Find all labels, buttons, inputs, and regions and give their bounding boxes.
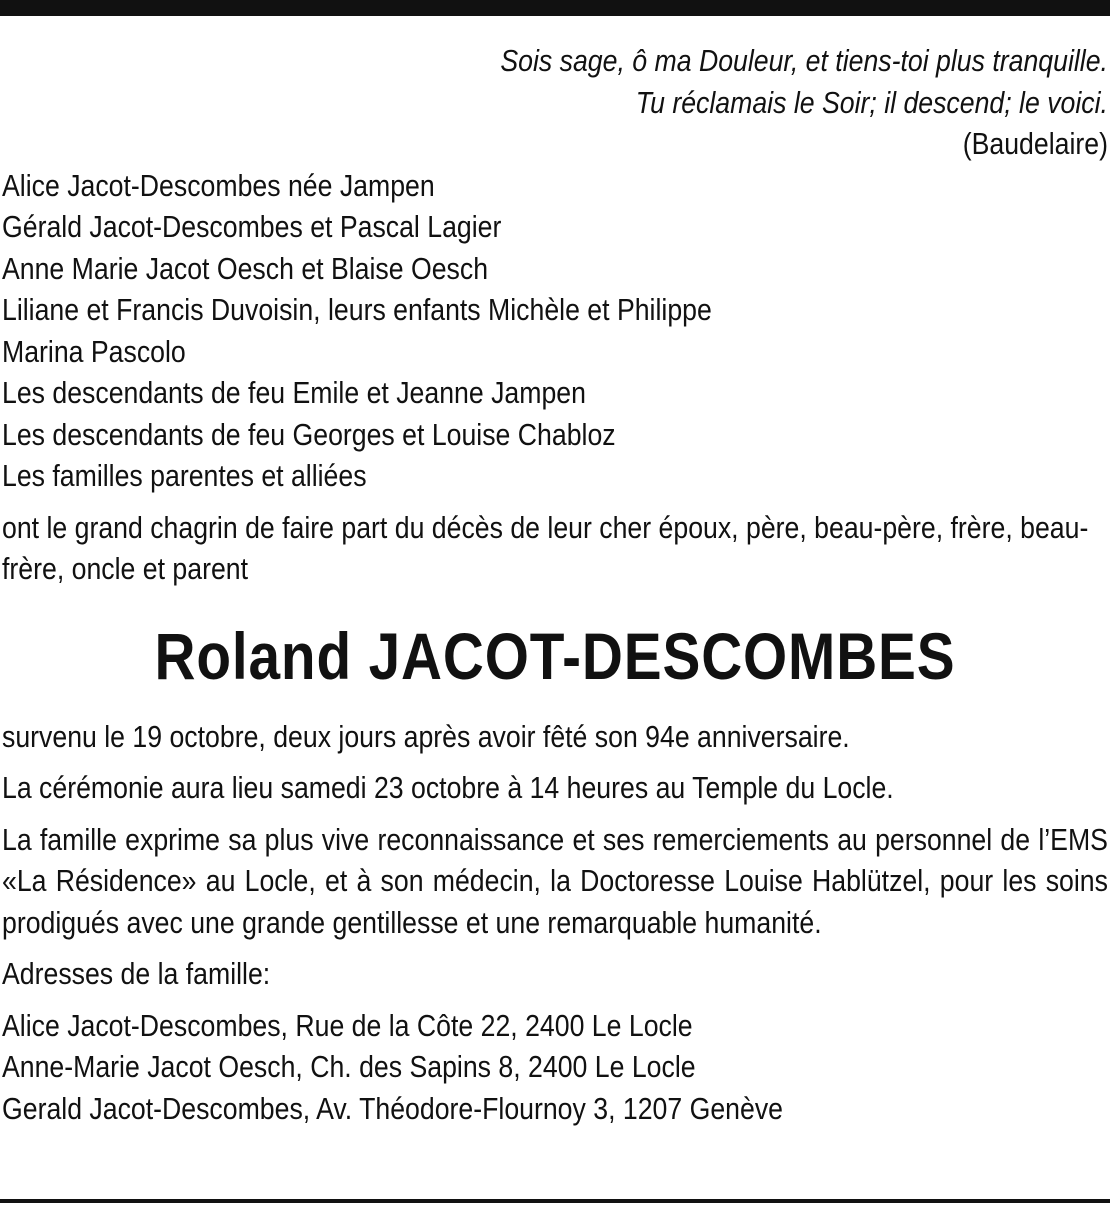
addresses-list [2,1005,1108,1130]
thanks-text: La famille exprime sa plus vive reconnaissance et ses remerciements au personnel de l’EMS «La Résidence» au Locle, et à son médecin, la Doctoresse Louise Hablützel, pour les soins prodigués avec une grande gentillesse et une remarquable humanité. [2,821,1108,940]
top-rule [0,0,1110,16]
mourner: Anne Marie Jacot Oesch et Blaise Oesch [2,250,489,286]
mourner: Les descendants de feu Emile et Jeanne Jampen [2,375,586,410]
epigraph-line: Sois sage, ô ma Douleur, et tiens-toi plus tranquille. [500,43,1108,78]
mourners-list [2,165,1108,497]
death-note: survenu le 19 octobre, deux jours après avoir fêté son 94e anniversaire. [2,718,850,754]
obituary-notice [2,40,1108,1129]
announcement-text: ont le grand chagrin de faire part du décès de leur cher époux, père, beau-père, frère, beau-frère, oncle et parent [2,509,1089,586]
epigraph [2,40,1108,165]
epigraph-author: (Baudelaire) [962,126,1108,161]
mourner: Les familles parentes et alliées [2,458,367,493]
ceremony-info: La cérémonie aura lieu samedi 23 octobre à 14 heures au Temple du Locle. [2,770,894,805]
mourner: Les descendants de feu Georges et Louise Chabloz [2,416,616,452]
address: Alice Jacot-Descombes, Rue de la Côte 22, 2400 Le Locle [2,1007,693,1043]
bottom-rule [0,1199,1110,1203]
mourner: Gérald Jacot-Descombes et Pascal Lagier [2,209,502,244]
epigraph-line: Tu réclamais le Soir; il descend; le voici. [635,84,1108,120]
mourner: Marina Pascolo [2,333,186,369]
mourner: Alice Jacot-Descombes née Jampen [2,167,435,203]
address: Gerald Jacot-Descombes, Av. Théodore-Flournoy 3, 1207 Genève [2,1090,783,1126]
addresses-heading: Adresses de la famille: [2,956,271,991]
mourner: Liliane et Francis Duvoisin, leurs enfants Michèle et Philippe [2,292,712,327]
address: Anne-Marie Jacot Oesch, Ch. des Sapins 8, 2400 Le Locle [2,1049,696,1084]
deceased-name: Roland JACOT-DESCOMBES [154,618,956,693]
